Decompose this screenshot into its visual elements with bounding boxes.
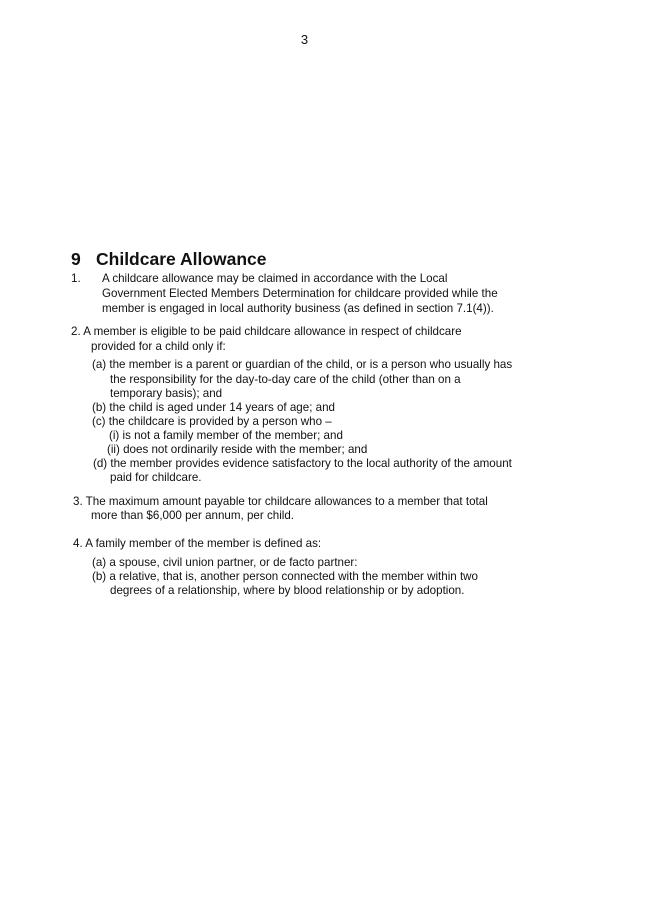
clause-2-item-a-line-1: (a) the member is a parent or guardian of the child, or is a person who usually has bbox=[92, 358, 513, 371]
clause-1-line-1: A childcare allowance may be claimed in accordance with the Local bbox=[102, 272, 448, 285]
clause-4-item-a: (a) a spouse, civil union partner, or de facto partner: bbox=[92, 556, 358, 569]
clause-2-item-c-ii: (ii) does not ordinarily reside with the member; and bbox=[107, 443, 368, 456]
clause-4-item-b-line-1: (b) a relative, that is, another person connected with the member within two bbox=[92, 570, 479, 583]
clause-2-line-2: provided for a child only if: bbox=[91, 340, 226, 353]
section-number: 9 bbox=[71, 249, 81, 269]
clause-1-marker: 1. bbox=[71, 272, 81, 285]
page-number: 3 bbox=[300, 32, 309, 47]
clause-2-item-a-line-2: the responsibility for the day-to-day care of the child (other than on a bbox=[110, 373, 461, 386]
clause-2-item-a-line-3: temporary basis); and bbox=[110, 387, 223, 400]
clause-2-line-1: 2. A member is eligible to be paid childcare allowance in respect of childcare bbox=[71, 325, 462, 338]
clause-4-item-b-line-2: degrees of a relationship, where by blood relationship or by adoption. bbox=[110, 584, 465, 597]
clause-2-item-c-i: (i) is not a family member of the member; and bbox=[109, 429, 343, 442]
clause-3-line-1: 3. The maximum amount payable tor childcare allowances to a member that total bbox=[73, 495, 488, 508]
clause-3-line-2: more than $6,000 per annum, per child. bbox=[91, 509, 295, 522]
clause-2-item-c: (c) the childcare is provided by a person who – bbox=[92, 415, 332, 428]
clause-1-line-3: member is engaged in local authority business (as defined in section 7.1(4)). bbox=[102, 302, 494, 315]
section-title: Childcare Allowance bbox=[96, 249, 267, 269]
clause-1-line-2: Government Elected Members Determination for childcare provided while the bbox=[102, 287, 498, 300]
clause-2-item-b: (b) the child is aged under 14 years of age; and bbox=[92, 401, 335, 414]
clause-2-item-d-line-1: (d) the member provides evidence satisfactory to the local authority of the amount bbox=[93, 457, 512, 470]
clause-4-line-1: 4. A family member of the member is defined as: bbox=[73, 537, 322, 550]
clause-2-item-d-line-2: paid for childcare. bbox=[110, 471, 202, 484]
